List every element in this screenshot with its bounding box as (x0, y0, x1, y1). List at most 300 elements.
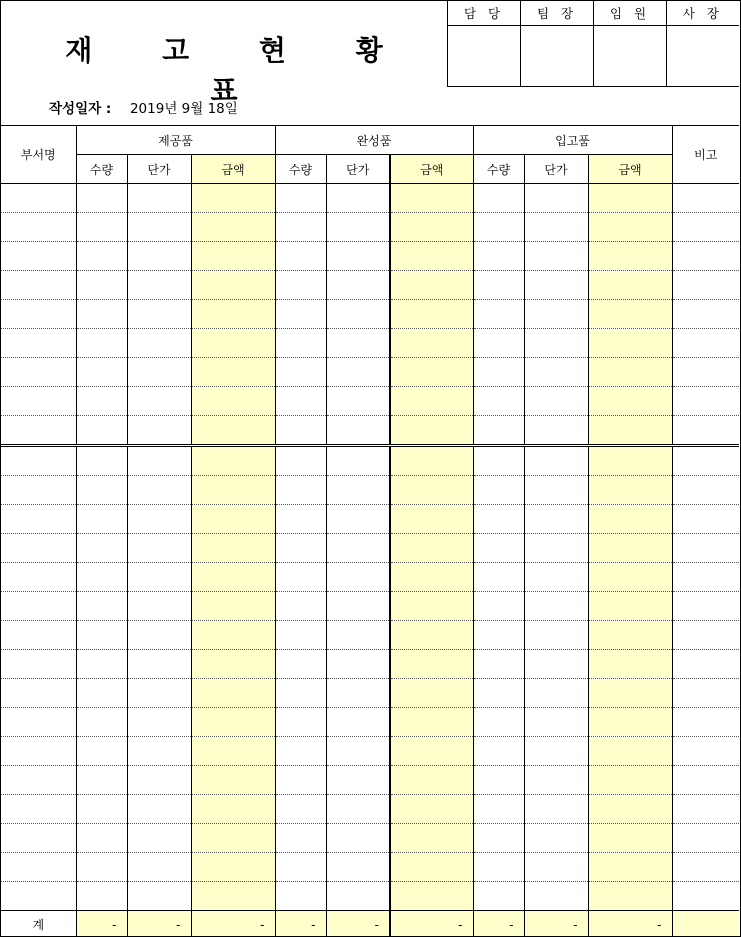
note-cell[interactable] (672, 795, 739, 824)
note-header: 비고 (672, 126, 739, 184)
approval-header-executive: 임 원 (594, 1, 667, 26)
fin-price-cell[interactable] (326, 882, 390, 911)
wip-amount-cell[interactable] (191, 795, 275, 824)
fin-qty-cell[interactable] (275, 708, 326, 737)
wip-price-cell[interactable] (127, 387, 191, 416)
fin-amount-cell[interactable] (390, 795, 473, 824)
fin-qty-cell[interactable] (275, 853, 326, 882)
dept-cell[interactable] (1, 387, 76, 416)
fin-price-cell[interactable] (326, 592, 390, 621)
wip-amount-cell[interactable] (191, 358, 275, 387)
rec-amount-cell[interactable] (588, 737, 672, 766)
dept-cell[interactable] (1, 476, 76, 505)
fin-amount-cell[interactable] (390, 358, 473, 387)
wip-qty-cell[interactable] (76, 505, 127, 534)
dept-cell[interactable] (1, 534, 76, 563)
wip-amount-cell[interactable] (191, 737, 275, 766)
wip-amount-cell[interactable] (191, 650, 275, 679)
wip-qty-cell[interactable] (76, 853, 127, 882)
rec-price-cell[interactable] (524, 446, 588, 476)
wip-qty-cell[interactable] (76, 737, 127, 766)
sheet-title: 재 고 현 황 표 (65, 34, 413, 107)
table-row (1, 387, 739, 416)
rec-amount-cell[interactable] (588, 271, 672, 300)
fin-amount-cell[interactable] (390, 708, 473, 737)
rec-amount-cell[interactable] (588, 534, 672, 563)
wip-amount-cell[interactable] (191, 621, 275, 650)
note-cell[interactable] (672, 766, 739, 795)
fin-price-cell[interactable] (326, 446, 390, 476)
wip-price-cell[interactable] (127, 679, 191, 708)
dept-cell[interactable] (1, 416, 76, 446)
fin-qty-cell[interactable] (275, 476, 326, 505)
note-cell[interactable] (672, 679, 739, 708)
dept-cell[interactable] (1, 271, 76, 300)
fin-qty-cell[interactable] (275, 621, 326, 650)
dept-cell[interactable] (1, 213, 76, 242)
fin-qty-cell[interactable] (275, 679, 326, 708)
note-cell[interactable] (672, 242, 739, 271)
wip-qty-cell[interactable] (76, 824, 127, 853)
wip-price-cell[interactable] (127, 708, 191, 737)
rec-amount-cell[interactable] (588, 795, 672, 824)
wip-amount-cell[interactable] (191, 882, 275, 911)
rec-price-cell[interactable] (524, 679, 588, 708)
rec-amount-cell[interactable] (588, 766, 672, 795)
table-row (1, 737, 739, 766)
rec-price-cell[interactable] (524, 737, 588, 766)
fin-amount-cell[interactable] (390, 505, 473, 534)
wip-qty-cell[interactable] (76, 534, 127, 563)
fin-price-cell[interactable] (326, 242, 390, 271)
dept-cell[interactable] (1, 679, 76, 708)
note-cell[interactable] (672, 708, 739, 737)
dept-cell[interactable] (1, 824, 76, 853)
fin-price-cell[interactable] (326, 476, 390, 505)
wip-price-cell[interactable] (127, 213, 191, 242)
note-cell[interactable] (672, 416, 739, 446)
fin-price-cell[interactable] (326, 534, 390, 563)
wip-qty-cell[interactable] (76, 766, 127, 795)
rec-amount-cell[interactable] (588, 679, 672, 708)
rec-amount-cell[interactable] (588, 446, 672, 476)
note-cell[interactable] (672, 592, 739, 621)
rec-amount-cell[interactable] (588, 708, 672, 737)
fin-price-cell[interactable] (326, 621, 390, 650)
fin-price-cell[interactable] (326, 766, 390, 795)
rec-price-cell[interactable] (524, 184, 588, 213)
wip-qty-cell[interactable] (76, 387, 127, 416)
wip-amount-cell[interactable] (191, 446, 275, 476)
fin-qty-cell[interactable] (275, 416, 326, 446)
total-value-cell: - (326, 911, 390, 937)
rec-qty-cell[interactable] (473, 795, 524, 824)
note-cell[interactable] (672, 621, 739, 650)
wip-amount-cell[interactable] (191, 300, 275, 329)
rec-qty-cell[interactable] (473, 271, 524, 300)
fin-amount-cell[interactable] (390, 416, 473, 446)
wip-price-cell[interactable] (127, 446, 191, 476)
fin-price-cell[interactable] (326, 358, 390, 387)
note-cell[interactable] (672, 271, 739, 300)
wip-amount-cell[interactable] (191, 679, 275, 708)
wip-amount-cell[interactable] (191, 387, 275, 416)
fin-amount-cell[interactable] (390, 184, 473, 213)
note-cell[interactable] (672, 329, 739, 358)
rec-price-cell[interactable] (524, 766, 588, 795)
rec-amount-cell[interactable] (588, 476, 672, 505)
rec-qty-cell[interactable] (473, 505, 524, 534)
fin-qty-cell[interactable] (275, 563, 326, 592)
dept-cell[interactable] (1, 650, 76, 679)
fin-amount-cell[interactable] (390, 300, 473, 329)
rec-amount-cell[interactable] (588, 853, 672, 882)
wip-amount-cell[interactable] (191, 824, 275, 853)
rec-qty-cell[interactable] (473, 737, 524, 766)
fin-qty-cell[interactable] (275, 766, 326, 795)
dept-cell[interactable] (1, 853, 76, 882)
rec-price-cell[interactable] (524, 358, 588, 387)
rec-qty-cell[interactable] (473, 387, 524, 416)
fin-amount-cell[interactable] (390, 824, 473, 853)
rec-amount-cell[interactable] (588, 213, 672, 242)
wip-amount-cell[interactable] (191, 708, 275, 737)
wip-qty-cell[interactable] (76, 795, 127, 824)
rec-qty-cell[interactable] (473, 242, 524, 271)
wip-qty-cell[interactable] (76, 650, 127, 679)
wip-price-cell[interactable] (127, 505, 191, 534)
table-row (1, 766, 739, 795)
rec-price-cell[interactable] (524, 387, 588, 416)
dept-cell[interactable] (1, 358, 76, 387)
fin-amount-cell[interactable] (390, 563, 473, 592)
rec-qty-cell[interactable] (473, 853, 524, 882)
dept-cell[interactable] (1, 795, 76, 824)
fin-amount-cell[interactable] (390, 592, 473, 621)
wip-price-cell[interactable] (127, 795, 191, 824)
wip-qty-cell[interactable] (76, 563, 127, 592)
sub-header-unit-price: 단가 (524, 155, 588, 184)
dept-cell[interactable] (1, 737, 76, 766)
wip-price-cell[interactable] (127, 650, 191, 679)
rec-qty-cell[interactable] (473, 592, 524, 621)
dept-cell[interactable] (1, 592, 76, 621)
note-cell[interactable] (672, 387, 739, 416)
fin-price-cell[interactable] (326, 184, 390, 213)
wip-amount-cell[interactable] (191, 242, 275, 271)
fin-price-cell[interactable] (326, 853, 390, 882)
note-cell[interactable] (672, 300, 739, 329)
fin-qty-cell[interactable] (275, 242, 326, 271)
wip-amount-cell[interactable] (191, 563, 275, 592)
fin-price-cell[interactable] (326, 505, 390, 534)
wip-amount-cell[interactable] (191, 416, 275, 446)
note-cell[interactable] (672, 563, 739, 592)
rec-qty-cell[interactable] (473, 534, 524, 563)
fin-price-cell[interactable] (326, 824, 390, 853)
rec-price-cell[interactable] (524, 213, 588, 242)
rec-price-cell[interactable] (524, 329, 588, 358)
fin-qty-cell[interactable] (275, 387, 326, 416)
rec-qty-cell[interactable] (473, 766, 524, 795)
rec-qty-cell[interactable] (473, 650, 524, 679)
wip-price-cell[interactable] (127, 358, 191, 387)
wip-qty-cell[interactable] (76, 592, 127, 621)
rec-price-cell[interactable] (524, 795, 588, 824)
fin-qty-cell[interactable] (275, 795, 326, 824)
approval-sign-staff[interactable] (448, 26, 521, 87)
note-cell[interactable] (672, 737, 739, 766)
wip-qty-cell[interactable] (76, 300, 127, 329)
note-cell[interactable] (672, 213, 739, 242)
fin-price-cell[interactable] (326, 271, 390, 300)
note-cell[interactable] (672, 650, 739, 679)
rec-qty-cell[interactable] (473, 621, 524, 650)
fin-amount-cell[interactable] (390, 737, 473, 766)
fin-amount-cell[interactable] (390, 650, 473, 679)
rec-qty-cell[interactable] (473, 824, 524, 853)
fin-price-cell[interactable] (326, 213, 390, 242)
approval-header-team-lead: 팀 장 (521, 1, 594, 26)
wip-amount-cell[interactable] (191, 476, 275, 505)
fin-amount-cell[interactable] (390, 679, 473, 708)
fin-qty-cell[interactable] (275, 882, 326, 911)
fin-qty-cell[interactable] (275, 505, 326, 534)
wip-amount-cell[interactable] (191, 213, 275, 242)
table-row (1, 795, 739, 824)
date-value[interactable]: 2019년 9월 18일 (129, 101, 238, 117)
rec-amount-cell[interactable] (588, 621, 672, 650)
table-row (1, 213, 739, 242)
total-note-cell[interactable] (672, 911, 739, 937)
approval-sign-president[interactable] (667, 26, 739, 87)
wip-price-cell[interactable] (127, 592, 191, 621)
note-cell[interactable] (672, 446, 739, 476)
wip-price-cell[interactable] (127, 271, 191, 300)
dept-cell[interactable] (1, 621, 76, 650)
rec-price-cell[interactable] (524, 824, 588, 853)
rec-qty-cell[interactable] (473, 358, 524, 387)
rec-price-cell[interactable] (524, 708, 588, 737)
fin-qty-cell[interactable] (275, 737, 326, 766)
rec-qty-cell[interactable] (473, 708, 524, 737)
rec-price-cell[interactable] (524, 882, 588, 911)
wip-price-cell[interactable] (127, 476, 191, 505)
fin-qty-cell[interactable] (275, 592, 326, 621)
fin-amount-cell[interactable] (390, 621, 473, 650)
rec-amount-cell[interactable] (588, 650, 672, 679)
fin-amount-cell[interactable] (390, 476, 473, 505)
fin-qty-cell[interactable] (275, 358, 326, 387)
rec-qty-cell[interactable] (473, 882, 524, 911)
fin-price-cell[interactable] (326, 708, 390, 737)
group-header-received: 입고품 (473, 126, 672, 155)
rec-price-cell[interactable] (524, 300, 588, 329)
wip-qty-cell[interactable] (76, 213, 127, 242)
wip-price-cell[interactable] (127, 416, 191, 446)
rec-qty-cell[interactable] (473, 329, 524, 358)
fin-amount-cell[interactable] (390, 446, 473, 476)
dept-cell[interactable] (1, 882, 76, 911)
fin-qty-cell[interactable] (275, 329, 326, 358)
note-cell[interactable] (672, 853, 739, 882)
rec-qty-cell[interactable] (473, 213, 524, 242)
fin-amount-cell[interactable] (390, 534, 473, 563)
wip-price-cell[interactable] (127, 853, 191, 882)
note-cell[interactable] (672, 824, 739, 853)
fin-qty-cell[interactable] (275, 446, 326, 476)
wip-price-cell[interactable] (127, 824, 191, 853)
fin-amount-cell[interactable] (390, 882, 473, 911)
wip-price-cell[interactable] (127, 737, 191, 766)
note-cell[interactable] (672, 882, 739, 911)
fin-amount-cell[interactable] (390, 213, 473, 242)
dept-cell[interactable] (1, 446, 76, 476)
dept-cell[interactable] (1, 505, 76, 534)
approval-sign-executive[interactable] (594, 26, 667, 87)
fin-amount-cell[interactable] (390, 853, 473, 882)
dept-cell[interactable] (1, 184, 76, 213)
rec-price-cell[interactable] (524, 271, 588, 300)
dept-cell[interactable] (1, 708, 76, 737)
table-row (1, 476, 739, 505)
table-row (1, 300, 739, 329)
fin-amount-cell[interactable] (390, 271, 473, 300)
wip-qty-cell[interactable] (76, 358, 127, 387)
dept-cell[interactable] (1, 300, 76, 329)
wip-qty-cell[interactable] (76, 271, 127, 300)
rec-amount-cell[interactable] (588, 329, 672, 358)
fin-qty-cell[interactable] (275, 300, 326, 329)
wip-amount-cell[interactable] (191, 271, 275, 300)
wip-price-cell[interactable] (127, 882, 191, 911)
wip-qty-cell[interactable] (76, 446, 127, 476)
dept-cell[interactable] (1, 766, 76, 795)
rec-amount-cell[interactable] (588, 184, 672, 213)
fin-amount-cell[interactable] (390, 329, 473, 358)
wip-qty-cell[interactable] (76, 329, 127, 358)
fin-qty-cell[interactable] (275, 213, 326, 242)
wip-amount-cell[interactable] (191, 329, 275, 358)
wip-qty-cell[interactable] (76, 416, 127, 446)
fin-price-cell[interactable] (326, 300, 390, 329)
fin-price-cell[interactable] (326, 563, 390, 592)
wip-amount-cell[interactable] (191, 534, 275, 563)
wip-qty-cell[interactable] (76, 242, 127, 271)
wip-price-cell[interactable] (127, 766, 191, 795)
rec-price-cell[interactable] (524, 534, 588, 563)
fin-price-cell[interactable] (326, 650, 390, 679)
wip-price-cell[interactable] (127, 300, 191, 329)
wip-qty-cell[interactable] (76, 476, 127, 505)
rec-amount-cell[interactable] (588, 358, 672, 387)
note-cell[interactable] (672, 184, 739, 213)
wip-price-cell[interactable] (127, 242, 191, 271)
note-cell[interactable] (672, 534, 739, 563)
wip-amount-cell[interactable] (191, 592, 275, 621)
rec-price-cell[interactable] (524, 621, 588, 650)
fin-qty-cell[interactable] (275, 534, 326, 563)
fin-amount-cell[interactable] (390, 766, 473, 795)
fin-amount-cell[interactable] (390, 387, 473, 416)
wip-price-cell[interactable] (127, 329, 191, 358)
rec-qty-cell[interactable] (473, 563, 524, 592)
rec-price-cell[interactable] (524, 476, 588, 505)
rec-amount-cell[interactable] (588, 416, 672, 446)
fin-qty-cell[interactable] (275, 650, 326, 679)
rec-qty-cell[interactable] (473, 476, 524, 505)
approval-header-president: 사 장 (667, 1, 739, 26)
rec-amount-cell[interactable] (588, 824, 672, 853)
rec-amount-cell[interactable] (588, 505, 672, 534)
rec-amount-cell[interactable] (588, 387, 672, 416)
wip-qty-cell[interactable] (76, 679, 127, 708)
fin-price-cell[interactable] (326, 679, 390, 708)
rec-amount-cell[interactable] (588, 563, 672, 592)
total-row (1, 911, 739, 937)
fin-price-cell[interactable] (326, 737, 390, 766)
rec-price-cell[interactable] (524, 853, 588, 882)
fin-qty-cell[interactable] (275, 271, 326, 300)
rec-price-cell[interactable] (524, 563, 588, 592)
wip-qty-cell[interactable] (76, 708, 127, 737)
rec-price-cell[interactable] (524, 242, 588, 271)
wip-price-cell[interactable] (127, 534, 191, 563)
rec-price-cell[interactable] (524, 592, 588, 621)
wip-qty-cell[interactable] (76, 882, 127, 911)
wip-qty-cell[interactable] (76, 621, 127, 650)
fin-price-cell[interactable] (326, 329, 390, 358)
fin-amount-cell[interactable] (390, 242, 473, 271)
fin-price-cell[interactable] (326, 416, 390, 446)
wip-price-cell[interactable] (127, 184, 191, 213)
fin-qty-cell[interactable] (275, 184, 326, 213)
note-cell[interactable] (672, 505, 739, 534)
fin-qty-cell[interactable] (275, 824, 326, 853)
rec-amount-cell[interactable] (588, 300, 672, 329)
wip-qty-cell[interactable] (76, 184, 127, 213)
approval-sign-team-lead[interactable] (521, 26, 594, 87)
rec-qty-cell[interactable] (473, 184, 524, 213)
rec-qty-cell[interactable] (473, 446, 524, 476)
rec-amount-cell[interactable] (588, 592, 672, 621)
rec-price-cell[interactable] (524, 416, 588, 446)
rec-qty-cell[interactable] (473, 416, 524, 446)
note-cell[interactable] (672, 476, 739, 505)
wip-amount-cell[interactable] (191, 505, 275, 534)
wip-price-cell[interactable] (127, 621, 191, 650)
dept-cell[interactable] (1, 329, 76, 358)
rec-price-cell[interactable] (524, 505, 588, 534)
wip-amount-cell[interactable] (191, 853, 275, 882)
sub-header-qty: 수량 (473, 155, 524, 184)
sub-header-amount: 금액 (191, 155, 275, 184)
rec-price-cell[interactable] (524, 650, 588, 679)
rec-qty-cell[interactable] (473, 679, 524, 708)
fin-price-cell[interactable] (326, 795, 390, 824)
wip-price-cell[interactable] (127, 563, 191, 592)
note-cell[interactable] (672, 358, 739, 387)
wip-amount-cell[interactable] (191, 184, 275, 213)
rec-amount-cell[interactable] (588, 882, 672, 911)
dept-cell[interactable] (1, 563, 76, 592)
rec-qty-cell[interactable] (473, 300, 524, 329)
total-value-cell: - (76, 911, 127, 937)
dept-cell[interactable] (1, 242, 76, 271)
fin-price-cell[interactable] (326, 387, 390, 416)
wip-amount-cell[interactable] (191, 766, 275, 795)
rec-amount-cell[interactable] (588, 242, 672, 271)
